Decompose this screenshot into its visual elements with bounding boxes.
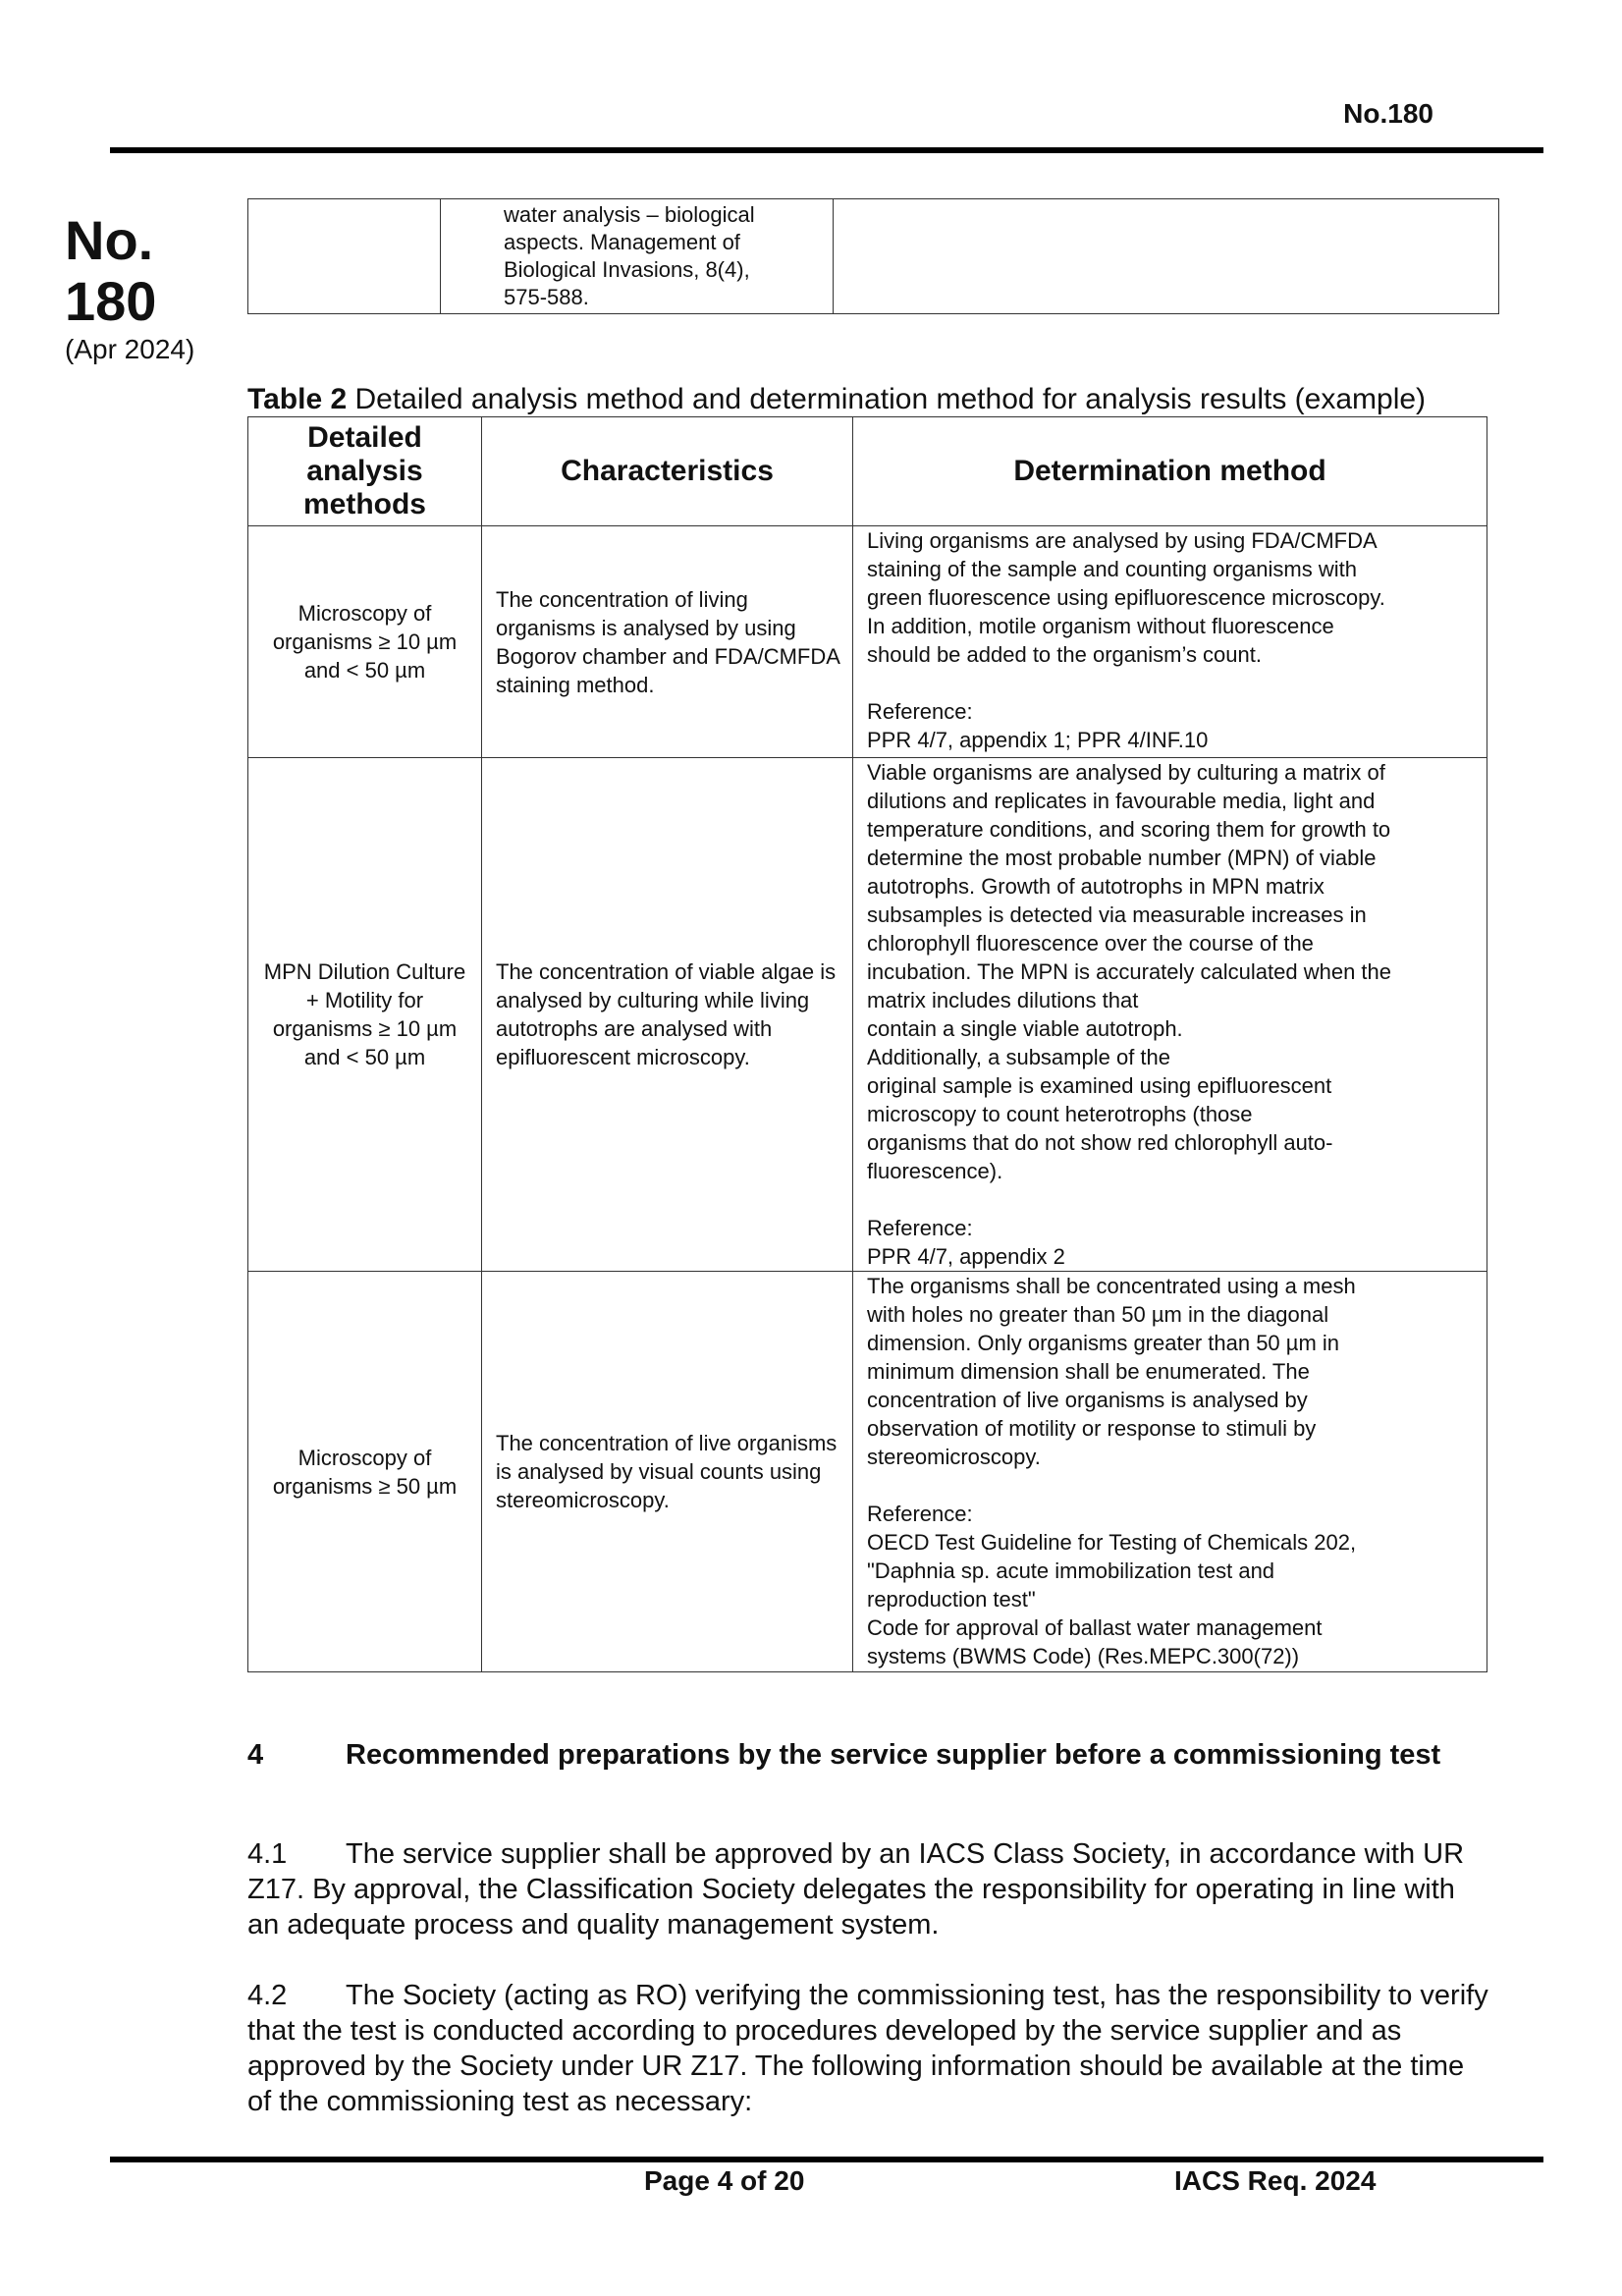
footer-requirement: IACS Req. 2024 (1174, 2165, 1377, 2196)
determination-text: Viable organisms are analysed by culturing a matrix of dilutions and replicates in favourable media, light and temperature conditions, and scoring them for growth to determine the most probable number (MPN) of viable autotrophs. Growth of autotrophs in MPN matrix subsamples is detected via measurable increases in chlorophyll fluorescence over the course of the incubation. The MPN is accurately calculated when the matrix includes dilutions that contain a single viable autotroph. Additionally, a subsample of the original sample is examined using epifluorescent microscopy to count heterotrophs (those organisms that do not show red chlorophyll auto- fluorescence). (867, 760, 1391, 1183)
paragraph-4-1 (247, 1836, 1494, 1942)
table-row (248, 758, 1487, 1272)
method-cell: Microscopy of organisms ≥ 50 µm (248, 1272, 482, 1672)
table-cell (248, 199, 441, 314)
table-caption (247, 383, 1426, 416)
characteristics-cell: The concentration of living organisms is analysed by using Bogorov chamber and FDA/CMFDA staining method. (482, 526, 853, 758)
determination-cell (853, 526, 1487, 758)
paragraph-number: 4.1 (247, 1838, 288, 1870)
footer-rule (110, 2157, 1543, 2162)
paragraph-text: The service supplier shall be approved by an IACS Class Society, in accordance with UR Z17. By approval, the Classification Society delegates the responsibility for operating in line with an adequate process and quality management system. (247, 1838, 1465, 1941)
section-title: Recommended preparations by the service supplier before a commissioning test (346, 1739, 1441, 1771)
column-header-methods: Detailed analysis methods (248, 417, 482, 526)
determination-text: The organisms shall be concentrated using a mesh with holes no greater than 50 µm in the diagonal dimension. Only organisms greater than 50 µm in minimum dimension shall be enumerated. The concentration of live organisms is analysed by observation of motility or response to stimuli by stereomicroscopy. (867, 1274, 1356, 1469)
table-row (248, 199, 1499, 314)
reference-text: Reference: OECD Test Guideline for Testing of Chemicals 202, "Daphnia sp. acute immobilization test and reproduction test" Code for approval of ballast water management systems (BWMS Code) (Res.MEPC.300(72)) (867, 1502, 1357, 1668)
column-header-determination: Determination method (853, 417, 1487, 526)
table-row (248, 526, 1487, 758)
table-header-row (248, 417, 1487, 526)
reference-text: Reference: PPR 4/7, appendix 1; PPR 4/INF.10 (867, 699, 1209, 752)
sidebar-doc-number (65, 210, 156, 332)
section-number: 4 (247, 1739, 264, 1771)
paragraph-text: The Society (acting as RO) verifying the commissioning test, has the responsibility to verify that the test is conducted according to procedures developed by the service supplier and as approved by the Society under UR Z17. The following information should be available at the time of the commissioning test as necessary: (247, 1980, 1488, 2117)
determination-cell (853, 1272, 1487, 1672)
sidebar-no-label: No. (65, 209, 154, 271)
header-rule (110, 147, 1543, 153)
table-row (248, 1272, 1487, 1672)
doc-number-header: No.180 (1343, 98, 1433, 129)
sidebar-date: (Apr 2024) (65, 334, 195, 364)
table-caption-text: Detailed analysis method and determination method for analysis results (example) (347, 383, 1427, 415)
footer-page-number: Page 4 of 20 (644, 2165, 805, 2196)
continued-reference-table (247, 198, 1499, 314)
determination-text: Living organisms are analysed by using FDA/CMFDA staining of the sample and counting organisms with green fluorescence using epifluorescence microscopy. In addition, motile organism without fluorescence should be added to the organism’s count. (867, 528, 1385, 667)
reference-citation-cell: water analysis – biological aspects. Management of Biological Invasions, 8(4), 575-588. (441, 199, 834, 314)
paragraph-number: 4.2 (247, 1980, 288, 2011)
analysis-methods-table (247, 416, 1487, 1672)
characteristics-cell: The concentration of viable algae is analysed by culturing while living autotrophs are analysed with epifluorescent microscopy. (482, 758, 853, 1272)
table-cell (834, 199, 1499, 314)
method-cell: MPN Dilution Culture + Motility for organisms ≥ 10 µm and < 50 µm (248, 758, 482, 1272)
column-header-characteristics: Characteristics (482, 417, 853, 526)
paragraph-4-2 (247, 1978, 1494, 2119)
method-cell: Microscopy of organisms ≥ 10 µm and < 50 µm (248, 526, 482, 758)
reference-text: Reference: PPR 4/7, appendix 2 (867, 1216, 1065, 1269)
section-heading (247, 1738, 1494, 1773)
determination-cell (853, 758, 1487, 1272)
table-caption-label: Table 2 (247, 383, 348, 415)
characteristics-cell: The concentration of live organisms is analysed by visual counts using stereomicroscopy. (482, 1272, 853, 1672)
sidebar-number: 180 (65, 270, 157, 332)
